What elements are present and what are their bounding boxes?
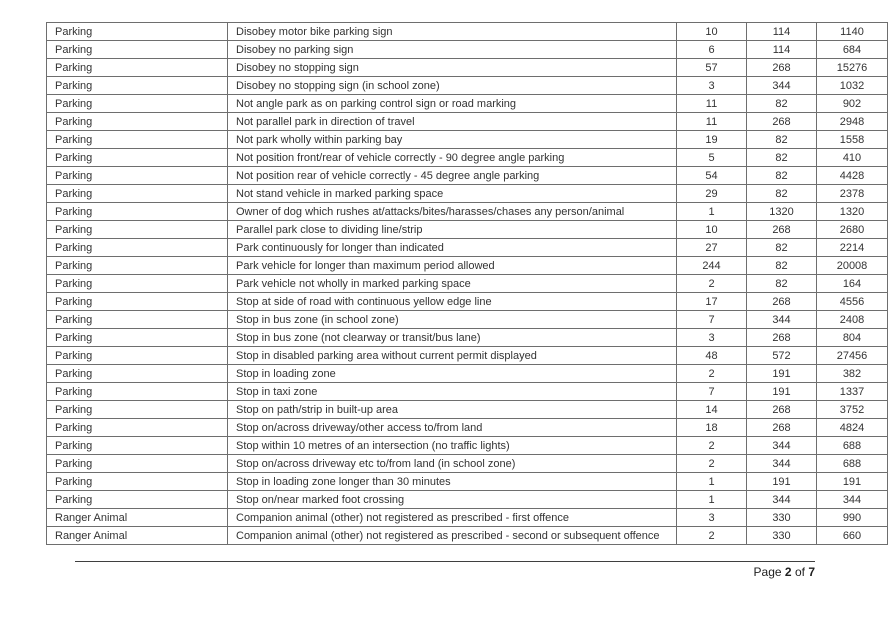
description-cell: Stop in bus zone (in school zone) <box>228 311 677 329</box>
table-row <box>47 329 888 347</box>
total-page-number: 7 <box>808 565 815 579</box>
total-cell: 2948 <box>817 113 888 131</box>
description-cell: Park vehicle for longer than maximum period allowed <box>228 257 677 275</box>
total-cell: 344 <box>817 491 888 509</box>
penalty-cell: 268 <box>747 293 817 311</box>
category-cell: Parking <box>47 185 228 203</box>
total-cell: 4824 <box>817 419 888 437</box>
description-cell: Not parallel park in direction of travel <box>228 113 677 131</box>
table-row <box>47 221 888 239</box>
table-row <box>47 293 888 311</box>
total-cell: 4556 <box>817 293 888 311</box>
total-cell: 1320 <box>817 203 888 221</box>
description-cell: Stop in disabled parking area without current permit displayed <box>228 347 677 365</box>
category-cell: Parking <box>47 95 228 113</box>
description-cell: Park vehicle not wholly in marked parking space <box>228 275 677 293</box>
category-cell: Parking <box>47 41 228 59</box>
total-cell: 191 <box>817 473 888 491</box>
count-cell: 2 <box>677 365 747 383</box>
of-word: of <box>794 565 805 579</box>
category-cell: Parking <box>47 473 228 491</box>
penalty-cell: 268 <box>747 419 817 437</box>
total-cell: 1140 <box>817 23 888 41</box>
penalty-cell: 268 <box>747 221 817 239</box>
page-number-label <box>754 565 815 579</box>
count-cell: 10 <box>677 23 747 41</box>
table-row <box>47 491 888 509</box>
category-cell: Parking <box>47 455 228 473</box>
penalty-cell: 82 <box>747 275 817 293</box>
description-cell: Companion animal (other) not registered as prescribed - first offence <box>228 509 677 527</box>
penalty-cell: 268 <box>747 401 817 419</box>
category-cell: Parking <box>47 437 228 455</box>
count-cell: 14 <box>677 401 747 419</box>
penalty-cell: 114 <box>747 41 817 59</box>
count-cell: 11 <box>677 95 747 113</box>
total-cell: 382 <box>817 365 888 383</box>
count-cell: 27 <box>677 239 747 257</box>
description-cell: Parallel park close to dividing line/strip <box>228 221 677 239</box>
table-row <box>47 257 888 275</box>
penalty-cell: 344 <box>747 491 817 509</box>
table-row <box>47 419 888 437</box>
total-cell: 1558 <box>817 131 888 149</box>
penalty-cell: 82 <box>747 131 817 149</box>
penalty-cell: 82 <box>747 185 817 203</box>
table-row <box>47 473 888 491</box>
description-cell: Not park wholly within parking bay <box>228 131 677 149</box>
count-cell: 3 <box>677 77 747 95</box>
total-cell: 4428 <box>817 167 888 185</box>
description-cell: Stop on path/strip in built-up area <box>228 401 677 419</box>
count-cell: 2 <box>677 275 747 293</box>
description-cell: Not stand vehicle in marked parking space <box>228 185 677 203</box>
description-cell: Stop within 10 metres of an intersection (no traffic lights) <box>228 437 677 455</box>
table-row <box>47 203 888 221</box>
count-cell: 11 <box>677 113 747 131</box>
description-cell: Park continuously for longer than indicated <box>228 239 677 257</box>
description-cell: Owner of dog which rushes at/attacks/bites/harasses/chases any person/animal <box>228 203 677 221</box>
count-cell: 1 <box>677 491 747 509</box>
description-cell: Disobey no parking sign <box>228 41 677 59</box>
penalty-cell: 344 <box>747 311 817 329</box>
table-row <box>47 95 888 113</box>
category-cell: Parking <box>47 113 228 131</box>
penalty-cell: 330 <box>747 527 817 545</box>
description-cell: Stop in loading zone longer than 30 minutes <box>228 473 677 491</box>
category-cell: Parking <box>47 365 228 383</box>
description-cell: Not angle park as on parking control sign or road marking <box>228 95 677 113</box>
description-cell: Disobey no stopping sign <box>228 59 677 77</box>
penalty-cell: 191 <box>747 365 817 383</box>
category-cell: Parking <box>47 383 228 401</box>
count-cell: 1 <box>677 473 747 491</box>
description-cell: Stop at side of road with continuous yellow edge line <box>228 293 677 311</box>
total-cell: 1337 <box>817 383 888 401</box>
category-cell: Parking <box>47 221 228 239</box>
table-row <box>47 239 888 257</box>
total-cell: 27456 <box>817 347 888 365</box>
category-cell: Parking <box>47 401 228 419</box>
penalty-cell: 1320 <box>747 203 817 221</box>
count-cell: 2 <box>677 437 747 455</box>
category-cell: Parking <box>47 167 228 185</box>
count-cell: 6 <box>677 41 747 59</box>
total-cell: 688 <box>817 455 888 473</box>
total-cell: 1032 <box>817 77 888 95</box>
violations-table-body <box>47 23 888 545</box>
penalty-cell: 344 <box>747 455 817 473</box>
table-row <box>47 23 888 41</box>
penalty-cell: 191 <box>747 383 817 401</box>
category-cell: Parking <box>47 77 228 95</box>
description-cell: Not position front/rear of vehicle correctly - 90 degree angle parking <box>228 149 677 167</box>
count-cell: 2 <box>677 455 747 473</box>
count-cell: 18 <box>677 419 747 437</box>
category-cell: Parking <box>47 239 228 257</box>
penalty-cell: 82 <box>747 257 817 275</box>
total-cell: 2214 <box>817 239 888 257</box>
count-cell: 7 <box>677 311 747 329</box>
count-cell: 48 <box>677 347 747 365</box>
total-cell: 2408 <box>817 311 888 329</box>
total-cell: 990 <box>817 509 888 527</box>
penalty-cell: 82 <box>747 167 817 185</box>
page-word: Page <box>753 565 782 579</box>
penalty-cell: 344 <box>747 437 817 455</box>
table-row <box>47 365 888 383</box>
penalty-cell: 344 <box>747 77 817 95</box>
description-cell: Stop on/across driveway etc to/from land (in school zone) <box>228 455 677 473</box>
table-row <box>47 401 888 419</box>
table-row <box>47 149 888 167</box>
total-cell: 15276 <box>817 59 888 77</box>
count-cell: 3 <box>677 509 747 527</box>
description-cell: Stop in loading zone <box>228 365 677 383</box>
count-cell: 29 <box>677 185 747 203</box>
category-cell: Parking <box>47 419 228 437</box>
description-cell: Stop on/near marked foot crossing <box>228 491 677 509</box>
description-cell: Not position rear of vehicle correctly - 45 degree angle parking <box>228 167 677 185</box>
count-cell: 1 <box>677 203 747 221</box>
penalty-cell: 572 <box>747 347 817 365</box>
count-cell: 57 <box>677 59 747 77</box>
penalty-cell: 114 <box>747 23 817 41</box>
table-row <box>47 77 888 95</box>
category-cell: Ranger Animal <box>47 509 228 527</box>
count-cell: 5 <box>677 149 747 167</box>
table-row <box>47 437 888 455</box>
table-row <box>47 41 888 59</box>
total-cell: 2680 <box>817 221 888 239</box>
table-row <box>47 311 888 329</box>
table-row <box>47 527 888 545</box>
total-cell: 804 <box>817 329 888 347</box>
description-cell: Stop in bus zone (not clearway or transit/bus lane) <box>228 329 677 347</box>
category-cell: Parking <box>47 149 228 167</box>
category-cell: Parking <box>47 275 228 293</box>
footer-divider <box>75 561 815 562</box>
category-cell: Parking <box>47 59 228 77</box>
penalty-cell: 268 <box>747 59 817 77</box>
count-cell: 54 <box>677 167 747 185</box>
total-cell: 2378 <box>817 185 888 203</box>
current-page-number: 2 <box>784 565 792 579</box>
total-cell: 660 <box>817 527 888 545</box>
table-row <box>47 455 888 473</box>
description-cell: Disobey motor bike parking sign <box>228 23 677 41</box>
category-cell: Ranger Animal <box>47 527 228 545</box>
description-cell: Disobey no stopping sign (in school zone) <box>228 77 677 95</box>
category-cell: Parking <box>47 311 228 329</box>
table-row <box>47 383 888 401</box>
category-cell: Parking <box>47 347 228 365</box>
total-cell: 410 <box>817 149 888 167</box>
total-cell: 3752 <box>817 401 888 419</box>
total-cell: 902 <box>817 95 888 113</box>
table-row <box>47 167 888 185</box>
penalty-cell: 330 <box>747 509 817 527</box>
table-row <box>47 113 888 131</box>
table-row <box>47 131 888 149</box>
count-cell: 10 <box>677 221 747 239</box>
total-cell: 684 <box>817 41 888 59</box>
penalty-cell: 82 <box>747 239 817 257</box>
description-cell: Companion animal (other) not registered as prescribed - second or subsequent offence <box>228 527 677 545</box>
count-cell: 244 <box>677 257 747 275</box>
category-cell: Parking <box>47 203 228 221</box>
count-cell: 2 <box>677 527 747 545</box>
table-row <box>47 275 888 293</box>
count-cell: 17 <box>677 293 747 311</box>
category-cell: Parking <box>47 131 228 149</box>
penalty-cell: 268 <box>747 329 817 347</box>
penalty-cell: 268 <box>747 113 817 131</box>
table-row <box>47 347 888 365</box>
category-cell: Parking <box>47 329 228 347</box>
count-cell: 19 <box>677 131 747 149</box>
category-cell: Parking <box>47 293 228 311</box>
category-cell: Parking <box>47 257 228 275</box>
table-row <box>47 59 888 77</box>
penalty-cell: 191 <box>747 473 817 491</box>
total-cell: 688 <box>817 437 888 455</box>
penalty-cell: 82 <box>747 149 817 167</box>
count-cell: 3 <box>677 329 747 347</box>
penalty-cell: 82 <box>747 95 817 113</box>
category-cell: Parking <box>47 23 228 41</box>
total-cell: 20008 <box>817 257 888 275</box>
description-cell: Stop on/across driveway/other access to/from land <box>228 419 677 437</box>
description-cell: Stop in taxi zone <box>228 383 677 401</box>
table-row <box>47 185 888 203</box>
table-row <box>47 509 888 527</box>
total-cell: 164 <box>817 275 888 293</box>
category-cell: Parking <box>47 491 228 509</box>
count-cell: 7 <box>677 383 747 401</box>
violations-table <box>46 22 888 545</box>
